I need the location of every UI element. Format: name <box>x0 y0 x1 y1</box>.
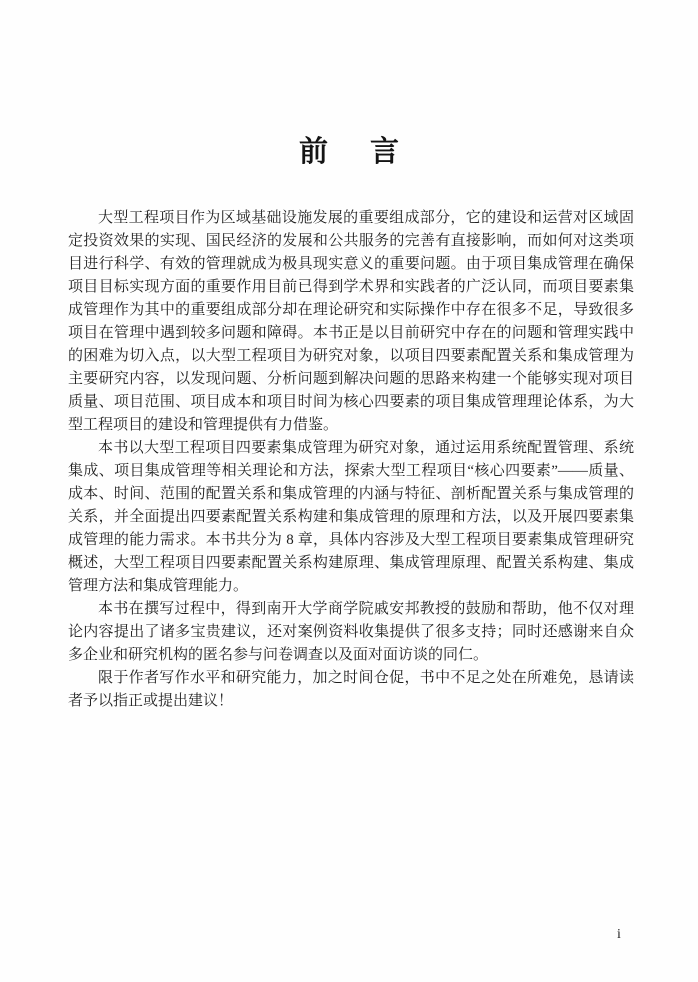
preface-paragraph-4: 限于作者写作水平和研究能力，加之时间仓促，书中不足之处在所难免，恳请读者予以指正或提出建议！ <box>68 670 634 709</box>
preface-body <box>68 207 634 713</box>
page-title <box>0 129 698 170</box>
preface-paragraph-2: 本书以大型工程项目四要素集成管理为研究对象，通过运用系统配置管理、系统集成、项目集成管理等相关理论和方法，探索大型工程项目“核心四要素”——质量、成本、时间、范围的配置关系和集成管理的内涵与特征、剖析配置关系与集成管理的关系，并全面提出四要素配置关系构建和集成管理的原理和方法，以及开展四要素集成管理的能力需求。本书共分为 8 章，具体内容涉及大型工程项目要素集成管理研究概述，大型工程项目四要素配置关系构建原理、集成管理原理、配置关系构建、集成管理方法和集成管理能力。 <box>68 440 634 594</box>
page-number: i <box>617 927 621 942</box>
page-title-char-right: 言 <box>370 136 400 168</box>
preface-paragraph-3: 本书在撰写过程中，得到南开大学商学院戚安邦教授的鼓励和帮助，他不仅对理论内容提出了诸多宝贵建议，还对案例资料收集提供了很多支持；同时还感谢来自众多企业和研究机构的匿名参与问卷调查以及面对面访谈的同仁。 <box>68 601 634 663</box>
preface-paragraph-1: 大型工程项目作为区域基础设施发展的重要组成部分，它的建设和运营对区域固定投资效果的实现、国民经济的发展和公共服务的完善有直接影响，而如何对这类项目进行科学、有效的管理就成为极具现实意义的重要问题。由于项目集成管理在确保项目目标实现方面的重要作用目前已得到学术界和实践者的广泛认同，而项目要素集成管理作为其中的重要组成部分却在理论研究和实际操作中存在很多不足，导致很多项目在管理中遇到较多问题和障碍。本书正是以目前研究中存在的问题和管理实践中的困难为切入点，以大型工程项目为研究对象，以项目四要素配置关系和集成管理为主要研究内容，以发现问题、分析问题到解决问题的思路来构建一个能够实现对项目质量、项目范围、项目成本和项目时间为核心四要素的项目集成管理理论体系，为大型工程项目的建设和管理提供有力借鉴。 <box>68 210 634 433</box>
page-title-char-left: 前 <box>298 136 328 168</box>
